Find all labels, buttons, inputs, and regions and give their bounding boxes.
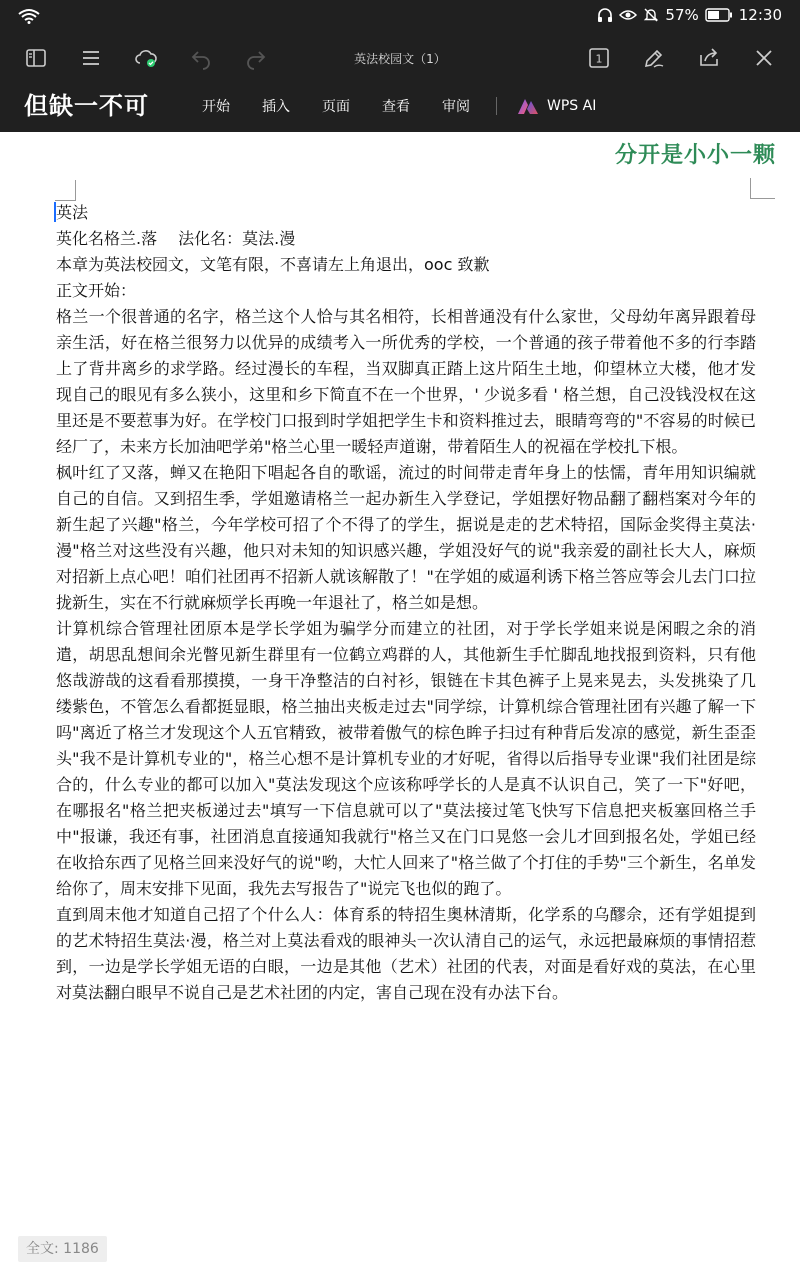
tab-review[interactable]: 审阅 [442, 99, 470, 115]
svg-text:1: 1 [595, 52, 603, 66]
cloud-sync-icon[interactable] [134, 46, 158, 70]
clock: 12:30 [738, 6, 782, 24]
tab-page[interactable]: 页面 [322, 99, 350, 115]
page-count-icon[interactable] [587, 46, 611, 70]
status-right-group [597, 6, 782, 24]
app-top-bar [0, 0, 800, 132]
doc-paragraph[interactable]: 英法 [56, 203, 89, 222]
document-body[interactable] [56, 200, 756, 1006]
pen-icon[interactable] [642, 46, 666, 70]
eye-icon [619, 8, 637, 22]
doc-paragraph[interactable]: 本章为英法校园文，文笔有限，不喜请左上角退出，ooc 致歉 [56, 255, 490, 274]
doc-paragraph[interactable]: 枫叶红了又落，蝉又在艳阳下唱起各自的歌谣，流过的时间带走青年身上的怯懦，青年用知识编就自己的自信。又到招生季，学姐邀请格兰一起办新生入学登记，学姐摆好物品翻了翻档案对今年的新生起了兴趣"格兰，今年学校可招了个不得了的学生，据说是走的艺术特招，国际金奖得主莫法·漫"格兰对这些没有兴趣，他只对未知的知识感兴趣，学姐没好气的说"我亲爱的副社长大人，麻烦对招新上点心吧！咱们社团再不招新人就该解散了！"在学姐的威逼利诱下格兰答应等会儿去门口拉拢新生，实在不行就麻烦学长再晚一年退社了，格兰如是想。 [56, 463, 756, 612]
battery-percent: 57% [665, 6, 699, 24]
doc-paragraph[interactable]: 计算机综合管理社团原本是学长学姐为骗学分而建立的社团，对于学长学姐来说是闲暇之余的消遣，胡思乱想间余光瞥见新生群里有一位鹤立鸡群的人，其他新生手忙脚乱地找报到资料，只有他悠哉游哉的这看看那摸摸，一身干净整洁的白衬衫，银链在卡其色裤子上晃来晃去，头发挑染了几缕紫色，不管怎么看都挺显眼，格兰抽出夹板走过去"同学综，计算机综合管理社团有兴趣了解一下吗"离近了格兰才发现这个人五官精致，被带着傲气的棕色眸子扫过有种背后发凉的感觉，新生歪歪头"我不是计算机专业的"，格兰心想不是计算机专业的才好呢，省得以后指导专业课"我们社团是综合的，什么专业的都可以加入"莫法发现这个应该称呼学长的人是真不认识自己，笑了一下"好吧，在哪报名"格兰把夹板递过去"填写一下信息就可以了"莫法接过笔飞快写下信息把夹板塞回格兰手中"报谦，我还有事，社团消息直接通知我就行"格兰又在门口晃悠一会儿才回到报名处，学姐已经在收拾东西了见格兰回来没好气的说"哟，大忙人回来了"格兰做了个打住的手势"三个新生，名单发给你了，周末安排下见面，我先去写报告了"说完飞也似的跑了。 [56, 619, 756, 898]
doc-paragraph[interactable]: 格兰一个很普通的名字，格兰这个人恰与其名相符，长相普通没有什么家世，父母幼年离异跟着母亲生活，好在格兰很努力以优异的成绩考入一所优秀的学校，一个普通的孩子带着他不多的行李踏上了背井离乡的求学路。经过漫长的车程，当双脚真正踏上这片陌生土地，仰望林立大楼，他才发现自己的眼见有多么狭小，这里和乡下简直不在一个世界，' 少说多看 ' 格兰想，自己没钱没权在这里还是不要惹事为好。在学校门口报到时学姐把学生卡和资料推过去，眼睛弯弯的"不容易的时候已经厂了，未来方长加油吧学弟"格兰心里一暖轻声道谢，带着陌生人的祝福在学校扎下根。 [56, 307, 756, 456]
wifi-icon [18, 8, 40, 24]
mute-icon [643, 7, 659, 23]
redo-icon[interactable] [244, 46, 268, 70]
battery-icon [705, 8, 733, 22]
sidebar-icon[interactable] [24, 46, 48, 70]
ribbon-menu [186, 96, 596, 116]
undo-icon[interactable] [189, 46, 213, 70]
headphones-icon [597, 7, 613, 23]
tab-start[interactable]: 开始 [202, 99, 230, 115]
list-icon[interactable] [79, 46, 103, 70]
page-margin-marker-left [55, 180, 76, 201]
wps-ai-icon [517, 97, 539, 115]
doc-paragraph[interactable]: 直到周末他才知道自己招了个什么人：体育系的特招生奥林清斯，化学系的乌醪佘，还有学姐提到的艺术特招生莫法·漫，格兰对上莫法看戏的眼神头一次认清自己的运气，永远把最麻烦的事情招惹到，一边是学长学姐无语的白眼，一边是其他（艺术）社团的代表，对面是看好戏的莫法，在心里对莫法翻白眼早不说自己是艺术社团的内定，害自己现在没有办法下台。 [56, 905, 756, 1002]
menu-divider [496, 97, 497, 115]
share-icon[interactable] [697, 46, 721, 70]
word-count-badge[interactable]: 全文: 1186 [18, 1236, 107, 1262]
tab-insert[interactable]: 插入 [262, 99, 290, 115]
tab-view[interactable]: 查看 [382, 99, 410, 115]
wps-ai-button[interactable] [509, 97, 596, 115]
document-toolbar [0, 38, 800, 78]
doc-paragraph[interactable]: 英化名格兰.落 法化名：莫法.漫 [56, 229, 296, 248]
wps-ai-label: WPS AI [547, 98, 597, 114]
watermark-text: 分开是小小一颗 [614, 143, 776, 168]
page-margin-marker-right [750, 178, 775, 199]
close-icon[interactable] [752, 46, 776, 70]
document-title: 英法校园文（1） [354, 52, 446, 66]
status-bar [0, 0, 800, 34]
brand-text: 但缺一不可 [24, 92, 149, 120]
doc-paragraph[interactable]: 正文开始： [56, 281, 137, 300]
